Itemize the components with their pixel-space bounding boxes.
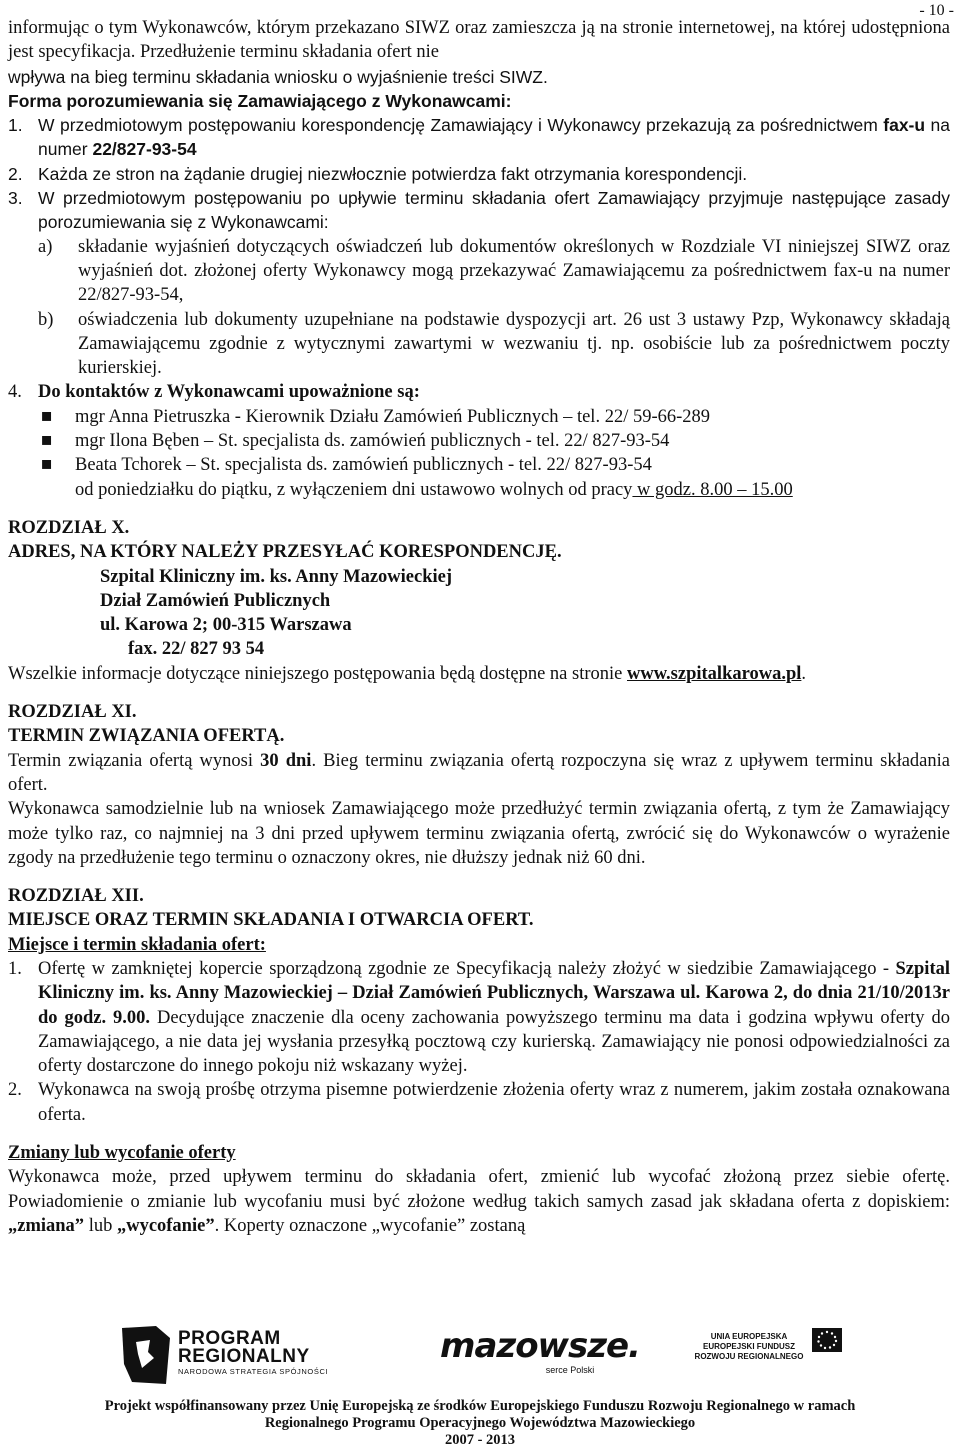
footer-logos [0, 1316, 960, 1391]
eu-text: ROZWOJU REGIONALNEGO [694, 1352, 804, 1361]
page-number: - 10 - [919, 2, 954, 19]
address-line: Szpital Kliniczny im. ks. Anny Mazowieckiej [100, 566, 453, 587]
list-item-3a [8, 235, 950, 308]
item1-number: 22/827-93-54 [92, 139, 197, 160]
item-number: 2. [8, 1080, 22, 1101]
item2-text: Każda ze stron na żądanie drugiej niezwłocznie potwierdza fakt otrzymania korespondencji. [38, 163, 748, 184]
item3a-text: składanie wyjaśnień dotyczących oświadczeń lub dokumentów określonych w Rozdziale VI niniejszej SIWZ oraz wyjaśnień dot. złożonej oferty Wykonawcy mogą przekazywać Zamawiającemu za pośrednictwem fax-u na numer 22/827-93-54, [78, 236, 950, 306]
eu-logo [690, 1326, 840, 1376]
text: . Koperty oznaczone „wycofanie” zostaną [214, 1215, 526, 1236]
forma-heading: Forma porozumiewania się Zamawiającego z Wykonawcami: [8, 90, 512, 111]
bullet-icon: ■ [41, 455, 53, 476]
section-xii [8, 884, 950, 1238]
list-item-xii-1 [8, 957, 950, 1078]
office-hours [8, 478, 950, 502]
item3-text: W przedmiotowym postępowaniu po upływie terminu składania ofert Zamawiający przyjmuje następujące zasady porozumiewania się z Wykonawcami: [38, 188, 950, 233]
deadline-bold: Szpital Kliniczny im. ks. Anny Mazowieckiej – Dział Zamówień Publicznych, Warszawa ul. Karowa 2, do dnia 21/10/2013r do godz. 9.00. [38, 958, 950, 1028]
item-number: 1. [8, 115, 23, 136]
miejsce-heading: Miejsce i termin składania ofert: [8, 934, 266, 955]
text: Wykonawca może, przed upływem terminu do składania ofert, zmienić lub wycofać złożoną przez siebie ofertę. Powiadomienie o zmianie lub wycofaniu musi być złożone według takich samych zasad jak składana oferta z dopiskiem: [8, 1167, 950, 1212]
note-line: Regionalnego Programu Operacyjnego Województwa Mazowieckiego [264, 1415, 696, 1431]
sub-label: b) [38, 309, 54, 330]
hours-text: od poniedziałku do piątku, z wyłączeniem dni ustawowo wolnych od pracy [75, 479, 633, 500]
note-line: 2007 - 2013 [444, 1432, 516, 1448]
mazowsze-logo [440, 1328, 640, 1378]
item1-fax: fax-u [883, 115, 926, 136]
section-title: ROZDZIAŁ X. [8, 517, 130, 538]
section-title: ROZDZIAŁ XII. [8, 886, 144, 907]
section-x [8, 516, 950, 686]
contact-text: mgr Ilona Bęben – St. specjalista ds. zamówień publicznych - tel. 22/ 827-93-54 [75, 431, 670, 452]
list-item-4 [8, 380, 950, 404]
contact-text: Beata Tchorek – St. specjalista ds. zamówień publicznych - tel. 22/ 827-93-54 [75, 455, 652, 476]
hours-underlined: w godz. 8.00 – 15.00 [632, 479, 793, 500]
text: Wykonawca na swoją prośbę otrzyma pisemne potwierdzenie złożenia oferty wraz z numerem, jakim została oznakowana oferta. [38, 1080, 950, 1125]
top-line-2: internetowej, na której udostępniona jest specyfikacja. Przedłużenie terminu składania ofert nie [8, 18, 951, 63]
contact-item [8, 453, 950, 477]
address-line: ul. Karowa 2; 00-315 Warszawa [100, 615, 352, 636]
zmiany-heading: Zmiany lub wycofanie oferty [8, 1143, 236, 1164]
logo-text: REGIONALNY [178, 1346, 310, 1367]
website-link[interactable]: www.szpitalkarowa.pl [627, 663, 802, 684]
contact-item [8, 405, 950, 429]
text: . Bieg terminu związania ofertą rozpoczyna się wraz z upływem terminu składania ofert. [8, 750, 950, 795]
text: Ofertę w zamkniętej kopercie sporządzoną zgodnie ze Specyfikacją należy złożyć w siedzibie Zamawiającego - [38, 958, 896, 979]
section-subtitle: MIEJSCE ORAZ TERMIN SKŁADANIA I OTWARCIA OFERT. [8, 910, 534, 931]
website-info [8, 662, 950, 686]
list-item-xii-2 [8, 1078, 950, 1127]
logo-text: PROGRAM [178, 1328, 281, 1349]
eagle-flag-icon [120, 1324, 172, 1386]
page-body [8, 16, 950, 1238]
period: . [801, 663, 807, 684]
binding-period-text [8, 749, 950, 798]
bullet-icon: ■ [41, 431, 53, 452]
paragraph-top-end [8, 65, 950, 89]
item1-text: W przedmiotowym postępowaniu korespondencję Zamawiający i Wykonawcy przekazują za pośrednictwem [38, 115, 884, 136]
item-number: 4. [8, 382, 22, 403]
list-item-3 [8, 186, 950, 235]
paragraph-top [8, 16, 950, 65]
section-xi [8, 700, 950, 870]
eu-flag-icon [812, 1328, 842, 1352]
item3b-text: oświadczenia lub dokumenty uzupełniane na podstawie dyspozycji art. 26 ust 3 ustawy Pzp, Wykonawcy składają Zamawiającemu zgodnie z wytycznymi zawartymi w wezwaniu tj. np. osobiście lub za pośrednictwem poczty kurierskiej. [78, 309, 950, 379]
website-text: Wszelkie informacje dotyczące niniejszego postępowania będą dostępne na stronie [8, 663, 627, 684]
top-line-1: informując o tym Wykonawców, którym przekazano SIWZ oraz zamieszcza ją na stronie [8, 18, 673, 38]
item-number: 2. [8, 163, 23, 184]
contact-item [8, 429, 950, 453]
text: lub [84, 1215, 117, 1236]
item-number: 1. [8, 958, 22, 979]
days-value: 30 dni [260, 750, 312, 771]
sub-label: a) [38, 236, 53, 257]
bullet-icon: ■ [41, 406, 53, 427]
wycofanie-label: „wycofanie” [116, 1215, 215, 1236]
section-subtitle: ADRES, NA KTÓRY NALEŻY PRZESYŁAĆ KORESPONDENCJĘ. [8, 542, 562, 563]
text: Termin związania ofertą wynosi [8, 750, 261, 771]
top-line-3: wpływa na bieg terminu składania wniosku o wyjaśnienie treści SIWZ. [8, 66, 548, 87]
item4-heading: Do kontaktów z Wykonawcami upoważnione są: [38, 382, 420, 403]
address-line: Dział Zamówień Publicznych [100, 590, 331, 611]
logo-text: NARODOWA STRATEGIA SPÓJNOŚCI [178, 1367, 329, 1376]
program-regionalny-logo [120, 1324, 350, 1382]
text: Decydujące znaczenie dla oceny zachowania powyższego terminu ma data i godzina wpływu oferty do Zamawiającego, a nie data jej wysłania przesyłką pocztową czy kurierską. Zamawiający nie ponosi odpowiedzialności za oferty dostarczone do innego pokoju niż wskazany wyżej. [38, 1007, 950, 1077]
section-title: ROZDZIAŁ XI. [8, 702, 137, 723]
contact-text: mgr Anna Pietruszka - Kierownik Działu Zamówień Publicznych – tel. 22/ 59-66-289 [75, 406, 711, 427]
zmiana-label: „zmiana” [8, 1215, 85, 1236]
item1-text-2: na numer [38, 115, 951, 160]
mazowsze-tagline: serce Polski [545, 1365, 595, 1375]
list-item-1 [8, 113, 950, 162]
zmiany-text [8, 1165, 950, 1238]
mazowsze-wordmark: mazowsze. [440, 1326, 640, 1366]
eu-text: UNIA EUROPEJSKA [710, 1332, 788, 1341]
list-item-2 [8, 162, 950, 186]
note-line: Projekt współfinansowany przez Unię Europejską ze środków Europejskiego Funduszu Rozwoju Regionalnego w ramach [104, 1398, 856, 1414]
fax-line: fax. 22/ 827 93 54 [128, 639, 265, 660]
item-number: 3. [8, 188, 23, 209]
eu-text: EUROPEJSKI FUNDUSZ [702, 1342, 795, 1351]
section-subtitle: TERMIN ZWIĄZANIA OFERTĄ. [8, 726, 285, 747]
list-item-3b [8, 308, 950, 381]
extension-text: Wykonawca samodzielnie lub na wniosek Zamawiającego może przedłużyć termin związania ofertą, z tym że Zamawiający może tylko raz, co najmniej na 3 dni przed upływem terminu związania ofertą, zwrócić się do Wykonawców o wyrażenie zgody na przedłużenie tego terminu o oznaczony okres, nie dłuższy jednak niż 60 dni. [8, 799, 950, 868]
cofinancing-note [0, 1398, 960, 1449]
